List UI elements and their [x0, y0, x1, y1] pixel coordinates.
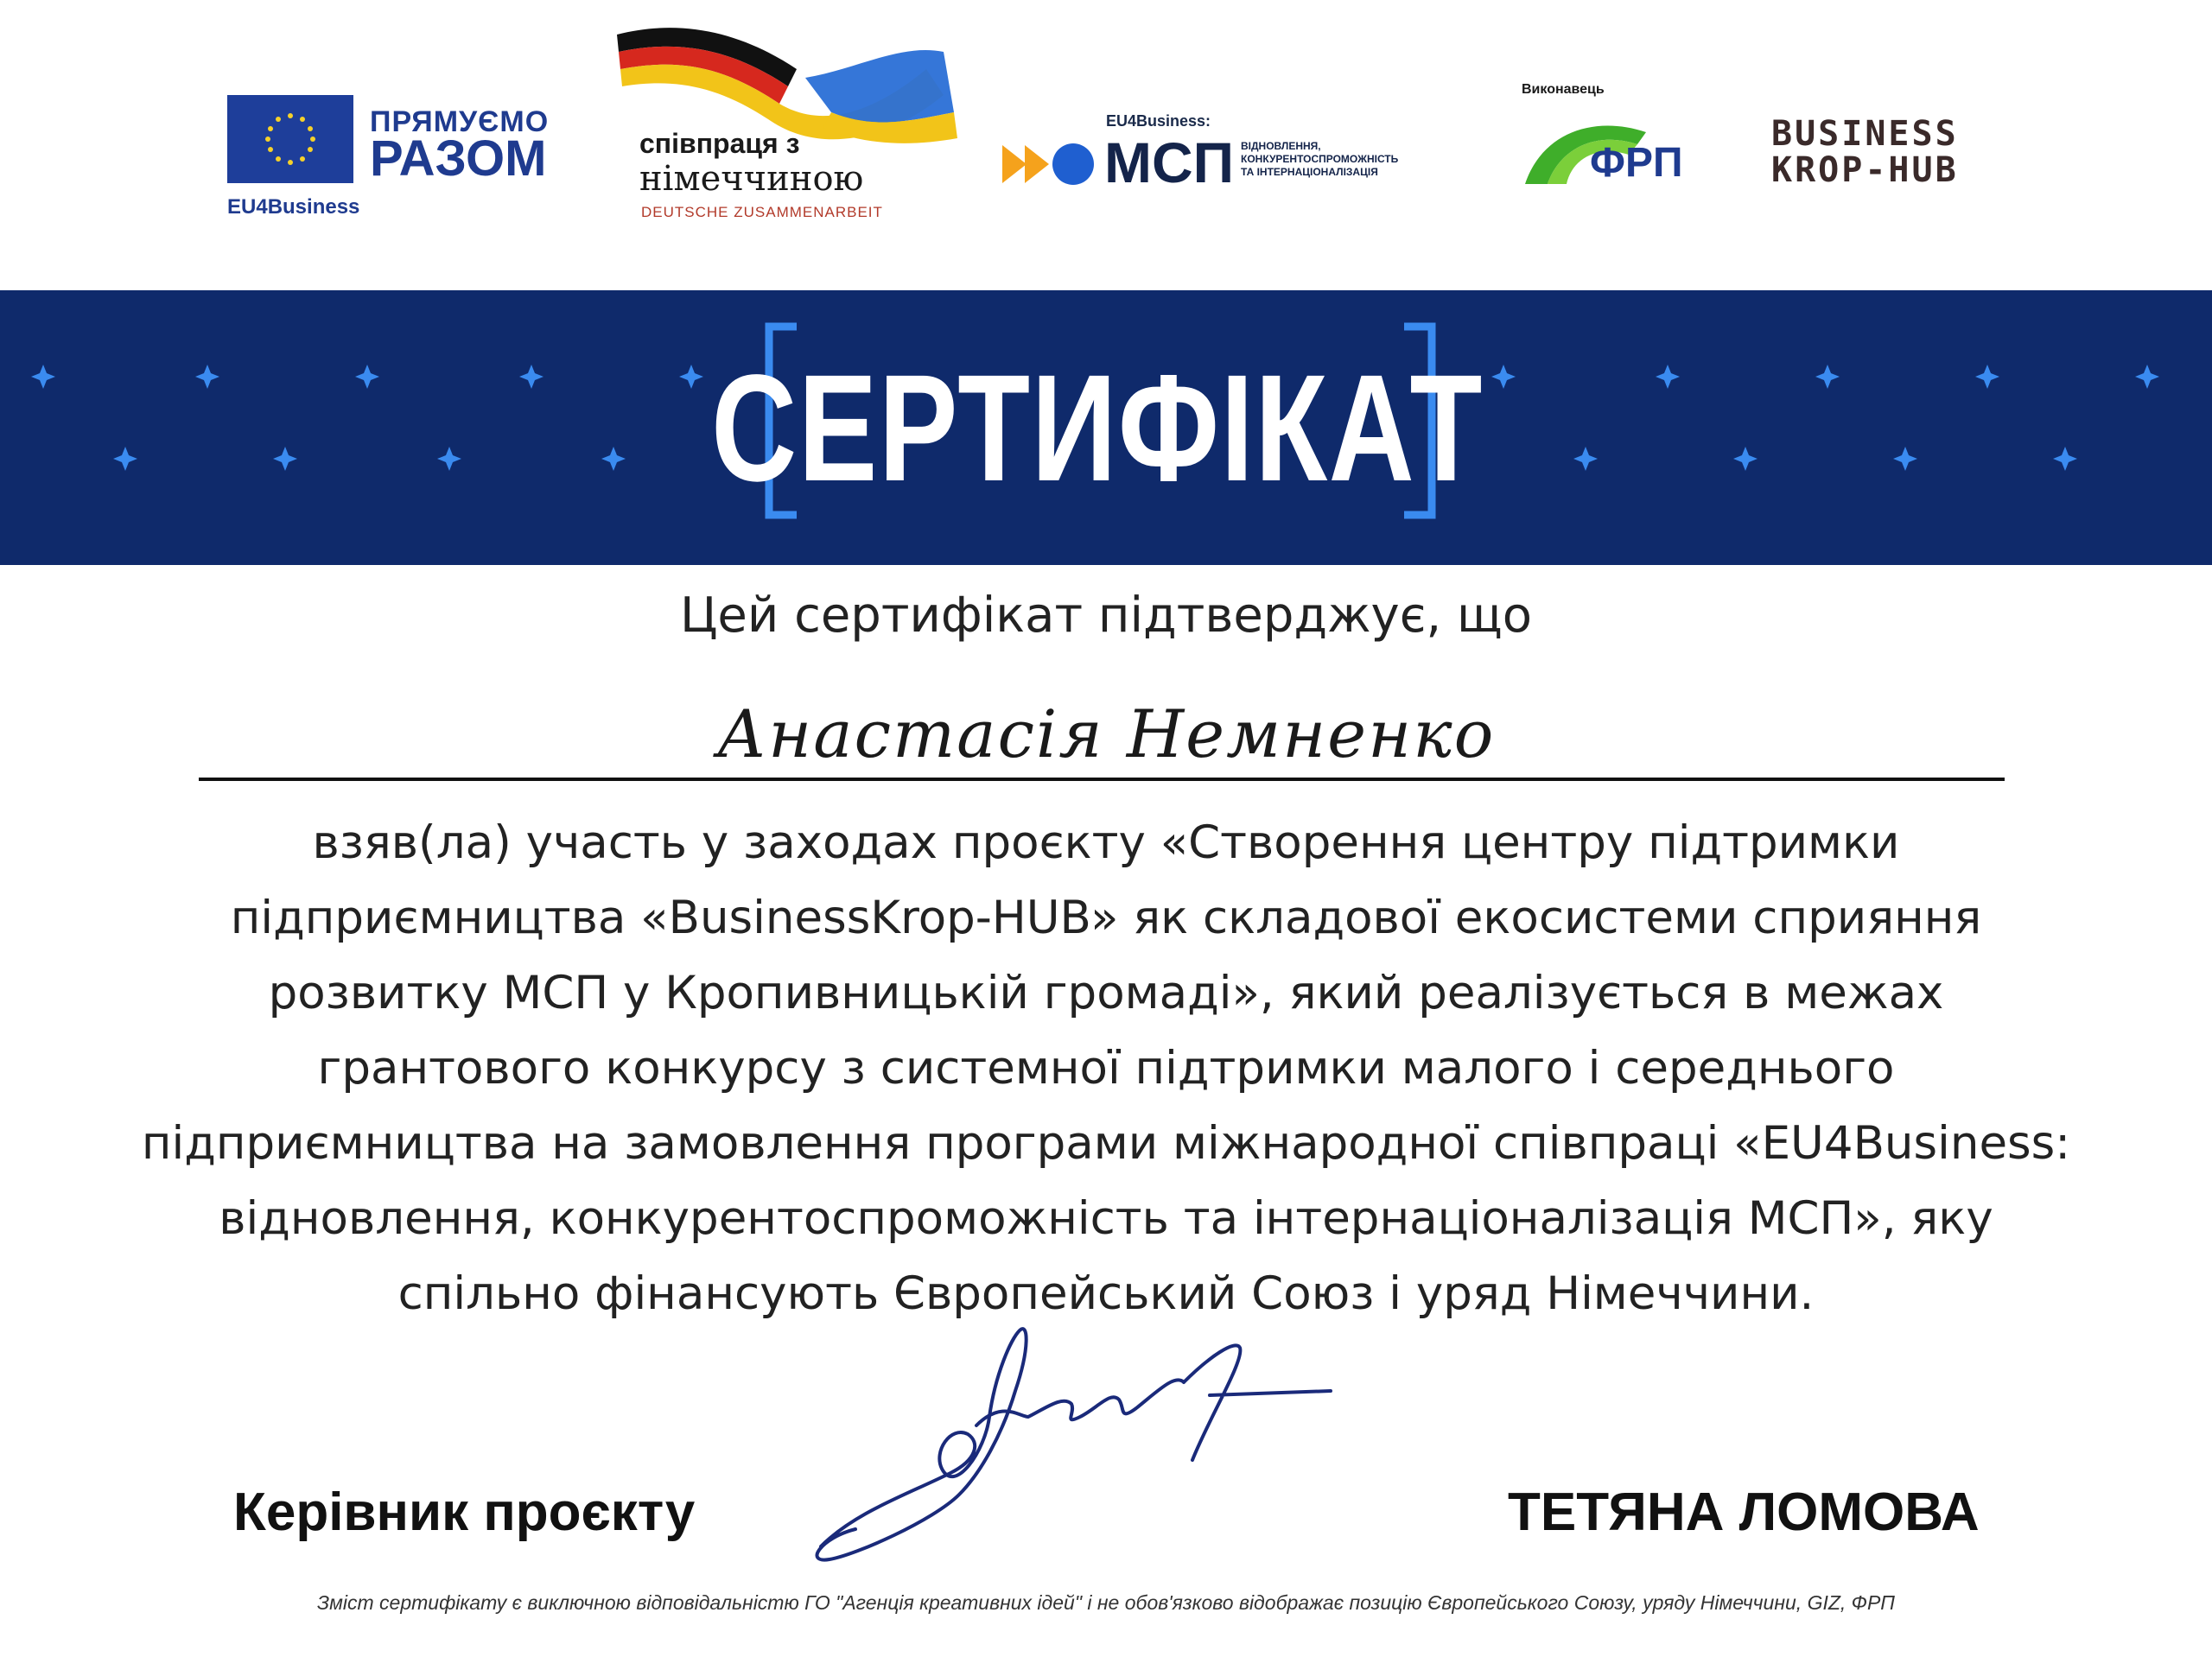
recipient-name: Анастасія Немненко — [716, 695, 1496, 772]
eu-logo-line1: ПРЯМУЄМО — [370, 105, 550, 138]
participation-paragraph — [86, 805, 2126, 1331]
paragraph-line: підприємництва на замовлення програми міжнародної співпраці «EU4Business: — [141, 1117, 2071, 1170]
paragraph-line: підприємництва «BusinessKrop-HUB» як складової екосистеми сприяння — [230, 892, 1982, 944]
msp-logo-description — [1241, 140, 1398, 179]
krop-logo-line1: BUSINESS — [1771, 114, 1959, 154]
eu-stars-icon — [251, 109, 329, 169]
signer-role: Керівник проєкту — [233, 1482, 696, 1542]
german-logo-line2: німеччиною — [639, 159, 864, 199]
eu-logo-line2: РАЗОМ — [370, 130, 547, 187]
msp-desc-line3: ТА ІНТЕРНАЦІОНАЛІЗАЦІЯ — [1241, 166, 1378, 178]
eu-logo-subtitle: EU4Business — [227, 195, 360, 219]
certificate-banner — [0, 290, 2212, 565]
paragraph-line: взяв(ла) участь у заходах проєкту «Створення центру підтримки — [312, 816, 1900, 869]
certificate-title: СЕРТИФІКАТ — [711, 344, 1484, 513]
paragraph-line: розвитку МСП у Кропивницькій громаді», який реалізується в межах — [268, 967, 1944, 1019]
german-logo-line1: співпраця з — [639, 128, 800, 159]
eu4business-logo — [227, 95, 550, 225]
msp-logo-small: EU4Business: — [1106, 112, 1211, 130]
paragraph-line: відновлення, конкурентоспроможність та інтернаціоналізація МСП», яку — [219, 1192, 1993, 1245]
paragraph-line: грантового конкурсу з системної підтримки малого і середнього — [317, 1042, 1895, 1095]
eu-flag-icon — [227, 95, 353, 183]
msp-logo-big: МСП — [1104, 130, 1235, 194]
paragraph-line: спільно фінансують Європейський Союз і уряд Німеччини. — [397, 1267, 1815, 1320]
msp-logo — [1002, 112, 1469, 207]
krop-logo-line2: KROP-HUB — [1771, 150, 1959, 190]
msp-desc-line2: КОНКУРЕНТОСПРОМОЖНІСТЬ — [1241, 153, 1399, 165]
handwritten-signature — [804, 1322, 1443, 1564]
business-krop-hub-logo — [1771, 114, 1979, 192]
german-cooperation-logo — [615, 17, 961, 225]
disclaimer-text: Зміст сертифікату є виключною відповідальністю ГО "Агенція креативних ідей" і не обов'язково відображає позицію Європейського Союзу, уряду Німеччини, GIZ, ФРП — [317, 1591, 1895, 1614]
german-logo-line3: DEUTSCHE ZUSAMMENARBEIT — [641, 204, 883, 220]
confirmation-text: Цей сертифікат підтверджує, що — [679, 587, 1533, 644]
msp-desc-line1: ВІДНОВЛЕННЯ, — [1241, 140, 1321, 152]
frp-logo-caption: Виконавець — [1522, 82, 1605, 97]
signer-name: ТЕТЯНА ЛОМОВА — [1508, 1482, 1980, 1542]
msp-arrows-icon — [1002, 138, 1097, 190]
frp-logo-text: ФРП — [1590, 140, 1683, 186]
frp-logo — [1516, 82, 1698, 203]
name-underline — [199, 778, 2005, 781]
